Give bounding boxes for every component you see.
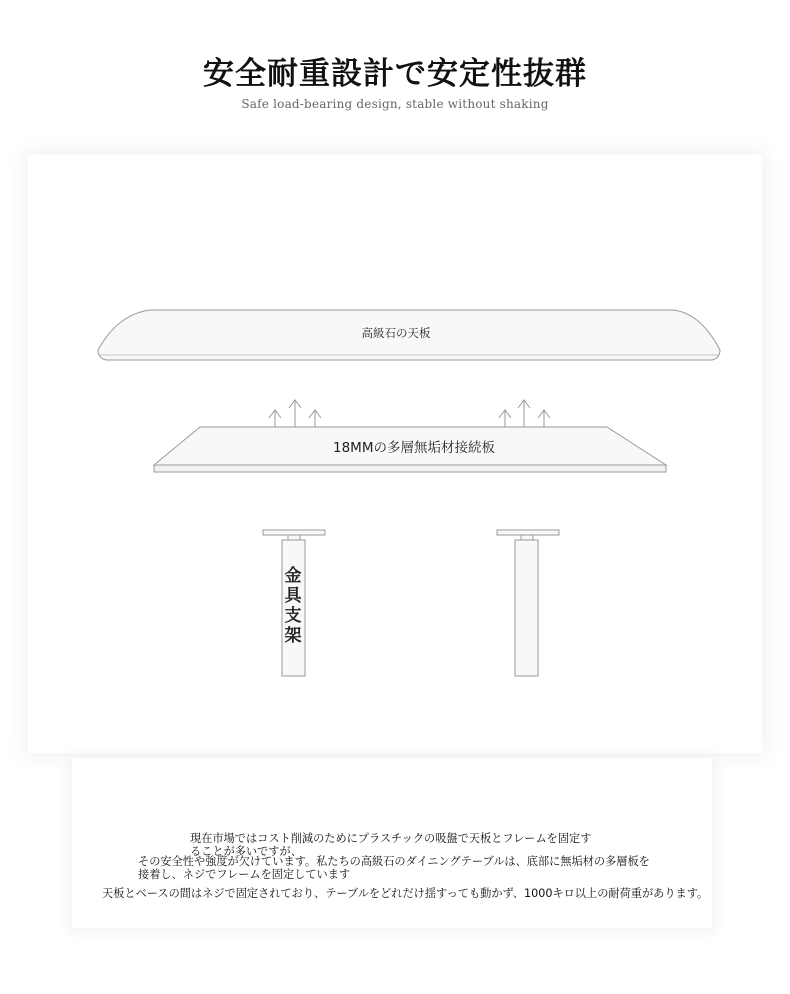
bracket-label-char-4: 架: [284, 626, 302, 646]
stone-tabletop: [98, 310, 720, 360]
page-subtitle: Safe load-bearing design, stable without shaking: [241, 97, 549, 111]
wood-board: [154, 427, 666, 472]
bracket-label-char-1: 金: [284, 566, 302, 586]
bracket-label-char-3: 支: [284, 606, 302, 626]
page-title: 安全耐重設計で安定性抜群: [203, 56, 587, 92]
metal-bracket-right: [497, 530, 559, 676]
metal-bracket-left: [263, 530, 325, 676]
bracket-label-char-2: 具: [284, 586, 302, 606]
description-line-2: その安全性や強度が欠けています。私たちの高級石のダイニングテーブルは、底部に無垢材の多層板を接着し、ネジでフレームを固定しています: [138, 855, 650, 881]
board-label: 18MMの多層無垢材接続板: [333, 440, 495, 456]
bracket-label: [285, 565, 303, 646]
tabletop-label: 高級石の天板: [361, 326, 431, 340]
description-line-3: 天板とベースの間はネジで固定されており、テーブルをどれだけ揺すっても動かず、1000キロ以上の耐荷重があります。: [102, 887, 709, 900]
description-line-1: 現在市場ではコスト削減のためにプラスチックの吸盤で天板とフレームを固定することが多いですが、: [190, 832, 592, 858]
